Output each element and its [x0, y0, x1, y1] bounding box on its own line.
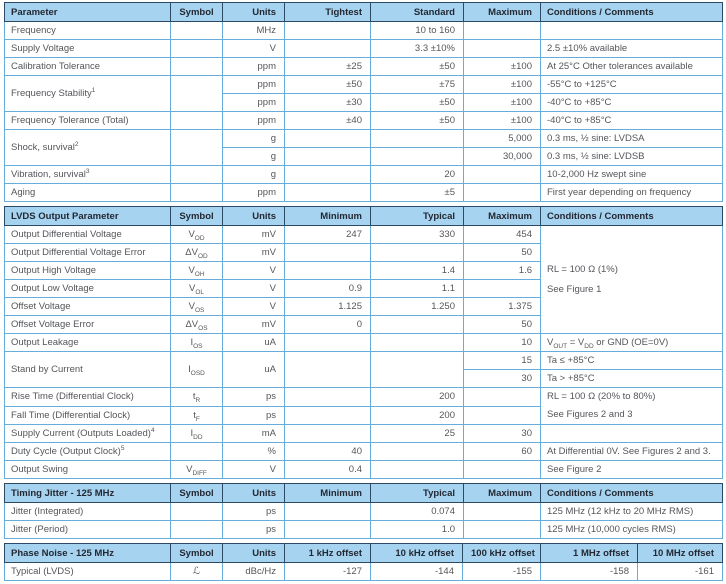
- value-cell: [464, 406, 541, 425]
- symbol-cell: $I_{DD}$: [171, 425, 223, 443]
- value-cell: 50: [464, 316, 541, 334]
- footnote-sup: 4: [150, 426, 155, 434]
- param-cell: Frequency: [5, 22, 171, 40]
- value-cell: 0.074: [371, 503, 464, 521]
- units-cell: g: [223, 130, 285, 148]
- conditions-cell: At 25°C Other tolerances available: [541, 58, 723, 76]
- value-cell: -161: [638, 563, 723, 581]
- col-header-100khz: 100 kHz offset: [463, 544, 541, 563]
- value-cell: ±40: [285, 112, 371, 130]
- param-cell: Aging: [5, 184, 171, 202]
- param-cell: Frequency Stability$^1$: [5, 76, 171, 112]
- value-cell: [464, 40, 541, 58]
- col-header-symbol: Symbol: [171, 3, 223, 22]
- conditions-cell: 2.5 ±10% available: [541, 40, 723, 58]
- value-cell: 25: [371, 425, 464, 443]
- footnote-sup: 3: [85, 167, 90, 175]
- value-cell: ±5: [371, 184, 464, 202]
- symbol-cell: $t_R$: [171, 388, 223, 407]
- conditions-cell: 10-2,000 Hz swept sine: [541, 166, 723, 184]
- condition-line: RL = 100 Ω (1%): [547, 263, 618, 275]
- value-cell: ±100: [464, 76, 541, 94]
- value-cell: ±100: [464, 112, 541, 130]
- conditions-cell: -55°C to +125°C: [541, 76, 723, 94]
- symbol-cell: $V_{OS}$: [171, 298, 223, 316]
- units-cell: dBc/Hz: [223, 563, 285, 581]
- value-cell: [285, 503, 371, 521]
- value-cell: [371, 352, 464, 388]
- footnote-sup: 2: [74, 140, 79, 148]
- col-header-maximum: Maximum: [464, 484, 541, 503]
- param-cell: Shock, survival$^2$: [5, 130, 171, 166]
- value-cell: [464, 22, 541, 40]
- value-cell: ±100: [464, 58, 541, 76]
- table-row-phase-noise-typical: [5, 563, 723, 581]
- param-cell: Stand by Current: [5, 352, 171, 388]
- value-cell: ±30: [285, 94, 371, 112]
- conditions-cell: 0.3 ms, ½ sine: LVDSB: [541, 148, 723, 166]
- conditions-cell-merged: [541, 388, 723, 425]
- table-row-output-swing: [5, 461, 723, 479]
- value-cell: 1.125: [285, 298, 371, 316]
- units-cell: ps: [223, 388, 285, 407]
- phase-noise-table: [4, 543, 723, 581]
- conditions-cell: 125 MHz (12 kHz to 20 MHz RMS): [541, 503, 723, 521]
- value-cell: [285, 166, 371, 184]
- condition-line: See Figures 2 and 3: [547, 409, 633, 420]
- header-row: [5, 544, 723, 563]
- conditions-cell: [541, 425, 723, 443]
- value-cell: ±75: [371, 76, 464, 94]
- value-cell: 0.9: [285, 280, 371, 298]
- units-cell: ppm: [223, 76, 285, 94]
- value-cell: 30: [464, 370, 541, 388]
- table-row-shock-1: [5, 130, 723, 148]
- value-cell: 1.250: [371, 298, 464, 316]
- units-cell: uA: [223, 334, 285, 352]
- table-row-rise-time: [5, 388, 723, 407]
- param-cell: Fall Time (Differential Clock): [5, 406, 171, 425]
- table-row-frequency: [5, 22, 723, 40]
- param-cell: Output Differential Voltage: [5, 226, 171, 244]
- col-header-units: Units: [223, 207, 285, 226]
- symbol-cell: [171, 563, 223, 581]
- units-cell: ppm: [223, 112, 285, 130]
- conditions-cell: $V_{OUT} = V_{DD}$ or GND (OE=0V): [541, 334, 723, 352]
- conditions-cell: See Figure 2: [541, 461, 723, 479]
- value-cell: 5,000: [464, 130, 541, 148]
- param-cell: Frequency Tolerance (Total): [5, 112, 171, 130]
- units-cell: V: [223, 262, 285, 280]
- col-header-typical: Typical: [371, 207, 464, 226]
- value-cell: [371, 443, 464, 461]
- value-cell: 20: [371, 166, 464, 184]
- value-cell: ±25: [285, 58, 371, 76]
- header-row: [5, 3, 723, 22]
- conditions-cell: 0.3 ms, ½ sine: LVDSA: [541, 130, 723, 148]
- units-cell: ppm: [223, 58, 285, 76]
- symbol-cell: [171, 443, 223, 461]
- value-cell: [371, 130, 464, 148]
- units-cell: ps: [223, 521, 285, 539]
- symbol-cell: [171, 503, 223, 521]
- conditions-cell: -40°C to +85°C: [541, 94, 723, 112]
- value-cell: [285, 406, 371, 425]
- param-cell: Typical (LVDS): [5, 563, 171, 581]
- col-header-symbol: Symbol: [171, 544, 223, 563]
- units-cell: %: [223, 443, 285, 461]
- footnote-sup: 1: [91, 86, 96, 94]
- value-cell: -155: [463, 563, 541, 581]
- conditions-cell: Ta > +85°C: [541, 370, 723, 388]
- col-header-conditions: Conditions / Comments: [541, 3, 723, 22]
- col-header-1mhz: 1 MHz offset: [541, 544, 638, 563]
- param-cell: Supply Voltage: [5, 40, 171, 58]
- col-header-parameter: LVDS Output Parameter: [5, 207, 171, 226]
- param-cell: Jitter (Period): [5, 521, 171, 539]
- units-cell: g: [223, 166, 285, 184]
- value-cell: [371, 244, 464, 262]
- units-cell: V: [223, 280, 285, 298]
- lvds-output-parameter-table: [4, 206, 723, 479]
- param-cell: Output Differential Voltage Error: [5, 244, 171, 262]
- value-cell: 0.4: [285, 461, 371, 479]
- value-cell: 50: [464, 244, 541, 262]
- param-cell: Offset Voltage Error: [5, 316, 171, 334]
- value-cell: 1.0: [371, 521, 464, 539]
- table-row-aging: [5, 184, 723, 202]
- table-row-leakage: [5, 334, 723, 352]
- col-header-parameter: Parameter: [5, 3, 171, 22]
- units-cell: mV: [223, 316, 285, 334]
- value-cell: 30: [464, 425, 541, 443]
- table-row-standby-1: [5, 352, 723, 370]
- value-cell: 454: [464, 226, 541, 244]
- col-header-parameter: Phase Noise - 125 MHz: [5, 544, 171, 563]
- symbol-cell: [171, 40, 223, 58]
- value-cell: -158: [541, 563, 638, 581]
- value-cell: [285, 40, 371, 58]
- units-cell: ppm: [223, 184, 285, 202]
- value-cell: 0: [285, 316, 371, 334]
- symbol-cell: [171, 166, 223, 184]
- units-cell: MHz: [223, 22, 285, 40]
- units-cell: ps: [223, 503, 285, 521]
- col-header-10khz: 10 kHz offset: [371, 544, 463, 563]
- symbol-cell: [171, 130, 223, 166]
- table-row-vibration: [5, 166, 723, 184]
- symbol-cell: $V_{OH}$: [171, 262, 223, 280]
- param-cell: Output High Voltage: [5, 262, 171, 280]
- value-cell: [371, 148, 464, 166]
- symbol-cell: $V_{OD}$: [171, 226, 223, 244]
- value-cell: [464, 184, 541, 202]
- condition-line: See Figure 1: [547, 283, 602, 295]
- col-header-symbol: Symbol: [171, 484, 223, 503]
- conditions-cell: -40°C to +85°C: [541, 112, 723, 130]
- param-cell: Rise Time (Differential Clock): [5, 388, 171, 407]
- value-cell: [371, 316, 464, 334]
- units-cell: V: [223, 40, 285, 58]
- table-row-duty-cycle: [5, 443, 723, 461]
- footnote-sup: 5: [120, 444, 125, 452]
- header-row: [5, 207, 723, 226]
- table-row-supply-current: [5, 425, 723, 443]
- conditions-cell-merged: [541, 226, 723, 334]
- symbol-cell: [171, 112, 223, 130]
- value-cell: 60: [464, 443, 541, 461]
- general-parameters-table: [4, 2, 723, 202]
- col-header-10mhz: 10 MHz offset: [638, 544, 723, 563]
- header-row: [5, 484, 723, 503]
- value-cell: [464, 461, 541, 479]
- col-header-conditions: Conditions / Comments: [541, 207, 723, 226]
- conditions-cell: First year depending on frequency: [541, 184, 723, 202]
- symbol-cell: $I_{OSD}$: [171, 352, 223, 388]
- value-cell: -144: [371, 563, 463, 581]
- param-cell: Duty Cycle (Output Clock)$^5$: [5, 443, 171, 461]
- value-cell: 330: [371, 226, 464, 244]
- value-cell: 15: [464, 352, 541, 370]
- value-cell: 1.1: [371, 280, 464, 298]
- value-cell: ±50: [371, 58, 464, 76]
- col-header-conditions: Conditions / Comments: [541, 484, 723, 503]
- script-L-symbol: ℒ: [192, 566, 201, 577]
- conditions-cell: At Differential 0V. See Figures 2 and 3.: [541, 443, 723, 461]
- symbol-cell: $t_F$: [171, 406, 223, 425]
- units-cell: g: [223, 148, 285, 166]
- param-cell: Output Swing: [5, 461, 171, 479]
- value-cell: 247: [285, 226, 371, 244]
- value-cell: [285, 262, 371, 280]
- units-cell: mV: [223, 244, 285, 262]
- conditions-cell: [541, 22, 723, 40]
- param-cell: Vibration, survival$^3$: [5, 166, 171, 184]
- value-cell: [464, 521, 541, 539]
- param-cell: Jitter (Integrated): [5, 503, 171, 521]
- col-header-units: Units: [223, 544, 285, 563]
- value-cell: 1.375: [464, 298, 541, 316]
- col-header-1khz: 1 kHz offset: [285, 544, 371, 563]
- value-cell: [371, 461, 464, 479]
- symbol-cell: $\Delta V_{OD}$: [171, 244, 223, 262]
- value-cell: [464, 503, 541, 521]
- value-cell: 40: [285, 443, 371, 461]
- value-cell: [285, 130, 371, 148]
- value-cell: -127: [285, 563, 371, 581]
- col-header-standard: Standard: [371, 3, 464, 22]
- value-cell: 200: [371, 406, 464, 425]
- param-cell: Supply Current (Outputs Loaded)$^4$: [5, 425, 171, 443]
- table-row-jitter-period: [5, 521, 723, 539]
- value-cell: 3.3 ±10%: [371, 40, 464, 58]
- units-cell: mV: [223, 226, 285, 244]
- symbol-cell: $V_{DIFF}$: [171, 461, 223, 479]
- units-cell: mA: [223, 425, 285, 443]
- value-cell: [285, 352, 371, 388]
- table-row-frequency-tolerance: [5, 112, 723, 130]
- value-cell: 1.4: [371, 262, 464, 280]
- table-row-vod: [5, 226, 723, 244]
- symbol-cell: [171, 58, 223, 76]
- units-cell: ppm: [223, 94, 285, 112]
- value-cell: [464, 388, 541, 407]
- value-cell: 10: [464, 334, 541, 352]
- col-header-units: Units: [223, 3, 285, 22]
- param-cell: Calibration Tolerance: [5, 58, 171, 76]
- value-cell: [285, 22, 371, 40]
- units-cell: V: [223, 461, 285, 479]
- symbol-cell: [171, 22, 223, 40]
- col-header-typical: Typical: [371, 484, 464, 503]
- value-cell: ±100: [464, 94, 541, 112]
- value-cell: 200: [371, 388, 464, 407]
- col-header-symbol: Symbol: [171, 207, 223, 226]
- units-cell: V: [223, 298, 285, 316]
- param-cell: Offset Voltage: [5, 298, 171, 316]
- conditions-cell: Ta ≤ +85°C: [541, 352, 723, 370]
- value-cell: 30,000: [464, 148, 541, 166]
- value-cell: ±50: [371, 112, 464, 130]
- value-cell: 1.6: [464, 262, 541, 280]
- symbol-cell: $V_{OL}$: [171, 280, 223, 298]
- value-cell: [285, 521, 371, 539]
- table-row-frequency-stability-1: [5, 76, 723, 94]
- table-row-jitter-integrated: [5, 503, 723, 521]
- conditions-cell: 125 MHz (10,000 cycles RMS): [541, 521, 723, 539]
- condition-line: RL = 100 Ω (20% to 80%): [547, 391, 656, 402]
- table-row-supply-voltage: [5, 40, 723, 58]
- value-cell: [464, 166, 541, 184]
- units-cell: uA: [223, 352, 285, 388]
- col-header-maximum: Maximum: [464, 207, 541, 226]
- table-row-calibration-tolerance: [5, 58, 723, 76]
- value-cell: [285, 425, 371, 443]
- value-cell: 10 to 160: [371, 22, 464, 40]
- symbol-cell: [171, 76, 223, 112]
- value-cell: [285, 388, 371, 407]
- value-cell: [285, 244, 371, 262]
- value-cell: ±50: [285, 76, 371, 94]
- value-cell: [464, 280, 541, 298]
- units-cell: ps: [223, 406, 285, 425]
- col-header-tightest: Tightest: [285, 3, 371, 22]
- symbol-cell: [171, 521, 223, 539]
- symbol-cell: $\Delta V_{OS}$: [171, 316, 223, 334]
- value-cell: [285, 148, 371, 166]
- col-header-units: Units: [223, 484, 285, 503]
- timing-jitter-table: [4, 483, 723, 539]
- col-header-minimum: Minimum: [285, 484, 371, 503]
- param-cell: Output Leakage: [5, 334, 171, 352]
- col-header-maximum: Maximum: [464, 3, 541, 22]
- col-header-minimum: Minimum: [285, 207, 371, 226]
- value-cell: ±50: [371, 94, 464, 112]
- col-header-parameter: Timing Jitter - 125 MHz: [5, 484, 171, 503]
- value-cell: [371, 334, 464, 352]
- value-cell: [285, 184, 371, 202]
- param-cell: Output Low Voltage: [5, 280, 171, 298]
- symbol-cell: $I_{OS}$: [171, 334, 223, 352]
- symbol-cell: [171, 184, 223, 202]
- value-cell: [285, 334, 371, 352]
